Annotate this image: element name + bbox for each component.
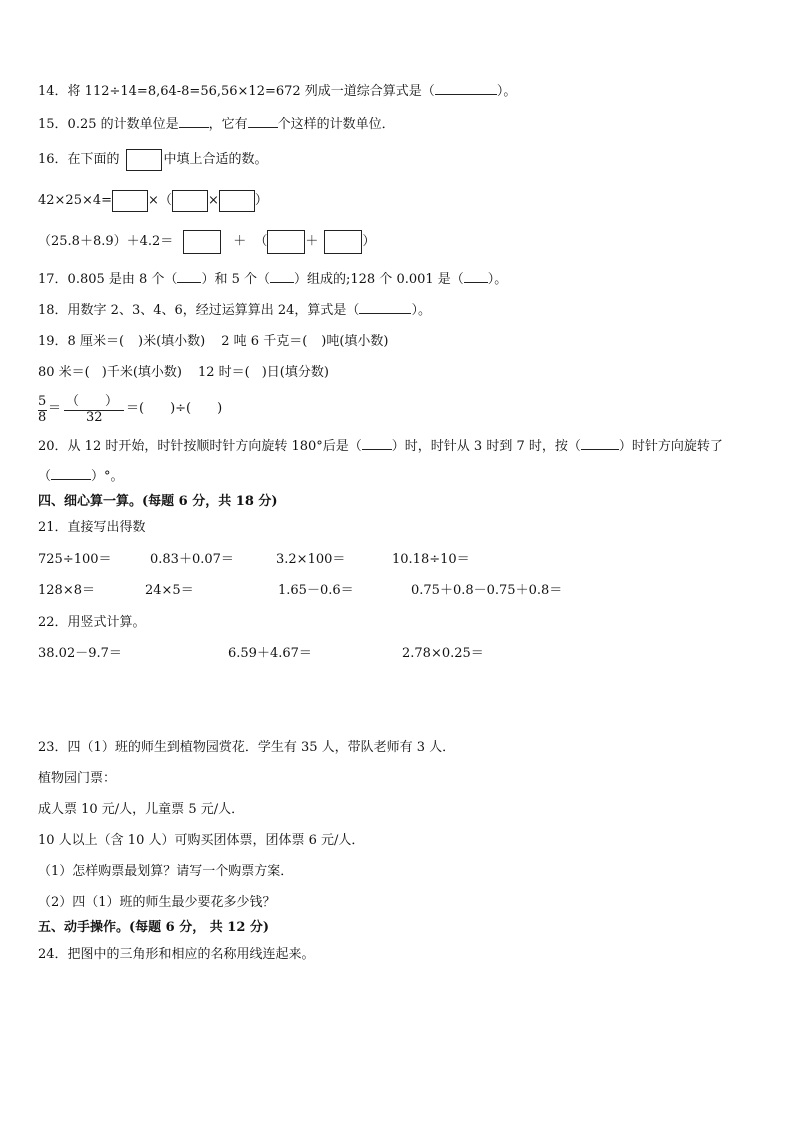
question-20-cont: （ ）°。 bbox=[38, 469, 124, 484]
question-19-row-1: 19．8 厘米＝( )米(填小数) 2 吨 6 千克＝( )吨(填小数) bbox=[38, 334, 389, 349]
answer-box[interactable] bbox=[219, 190, 255, 212]
answer-box[interactable] bbox=[267, 230, 305, 254]
question-16-row-1: 42×25×4= ×（ × ） bbox=[38, 189, 268, 213]
answer-blank[interactable] bbox=[581, 437, 619, 450]
sample-box bbox=[126, 149, 162, 171]
question-23-line: （1）怎样购票最划算？请写一个购票方案． bbox=[38, 864, 294, 879]
answer-blank[interactable] bbox=[248, 115, 278, 128]
calc-item: 24×5＝ bbox=[145, 583, 194, 598]
question-19-fraction-row: 5 8 ＝ （ ） 32 ＝( )÷( ) bbox=[38, 394, 223, 425]
vertical-calc-item: 38.02－9.7＝ bbox=[38, 646, 122, 661]
calc-item: 1.65－0.6＝ bbox=[278, 583, 354, 598]
question-16-row-2: （25.8＋8.9）＋4.2＝ ＋ （ ＋ ） bbox=[38, 229, 375, 255]
question-23-line: 10 人以上（含 10 人）可购买团体票，团体票 6 元/人． bbox=[38, 833, 365, 848]
fraction-denominator: 32 bbox=[86, 410, 103, 425]
answer-box[interactable] bbox=[183, 230, 221, 254]
calc-item: 3.2×100＝ bbox=[276, 552, 346, 567]
question-16: 16．在下面的 中填上合适的数。 bbox=[38, 148, 268, 172]
answer-blank[interactable] bbox=[435, 82, 497, 95]
question-23-line: 成人票 10 元/人，儿童票 5 元/人． bbox=[38, 802, 245, 817]
answer-blank[interactable] bbox=[177, 270, 201, 283]
answer-box[interactable] bbox=[172, 190, 208, 212]
answer-blank[interactable] bbox=[362, 437, 392, 450]
section-5-heading: 五、动手操作。(每题 6 分， 共 12 分) bbox=[38, 920, 270, 935]
vertical-calc-item: 2.78×0.25＝ bbox=[402, 646, 484, 661]
answer-box[interactable] bbox=[112, 190, 148, 212]
fraction-denominator: 8 bbox=[38, 410, 47, 425]
answer-blank[interactable] bbox=[359, 301, 411, 314]
answer-blank[interactable] bbox=[179, 115, 209, 128]
fraction-numerator: 5 bbox=[38, 394, 47, 409]
question-19-row-2: 80 米＝( )千米(填小数) 12 时＝( )日(填分数) bbox=[38, 365, 329, 380]
question-15: 15．0.25 的计数单位是 ，它有 个这样的计数单位． bbox=[38, 117, 395, 132]
answer-blank[interactable] bbox=[464, 270, 488, 283]
section-4-heading: 四、细心算一算。(每题 6 分，共 18 分) bbox=[38, 494, 278, 509]
answer-blank[interactable] bbox=[270, 270, 294, 283]
question-21-title: 21．直接写出得数 bbox=[38, 520, 146, 535]
question-14: 14．将 112÷14=8,64-8=56,56×12=672 列成一道综合算式是（ ）。 bbox=[38, 84, 517, 99]
fraction-numerator[interactable]: （ ） bbox=[66, 394, 119, 409]
calc-item: 0.75＋0.8－0.75＋0.8＝ bbox=[411, 583, 563, 598]
answer-blank[interactable] bbox=[51, 467, 91, 480]
question-23-line: 23．四（1）班的师生到植物园赏花．学生有 35 人，带队老师有 3 人． bbox=[38, 740, 456, 755]
question-23-line: 植物园门票： bbox=[38, 771, 117, 786]
calc-item: 0.83＋0.07＝ bbox=[150, 552, 234, 567]
question-22-title: 22．用竖式计算。 bbox=[38, 615, 146, 630]
answer-box[interactable] bbox=[324, 230, 362, 254]
question-20: 20．从 12 时开始，时针按顺时针方向旋转 180°后是（ ）时，时针从 3 时到 7 时，按（ ）时针方向旋转了 bbox=[38, 439, 723, 454]
question-17: 17．0.805 是由 8 个（ ）和 5 个（ ）组成的;128 个 0.001 是（ ）。 bbox=[38, 272, 508, 287]
vertical-calc-item: 6.59＋4.67＝ bbox=[228, 646, 312, 661]
calc-item: 128×8＝ bbox=[38, 583, 95, 598]
question-23-line: （2）四（1）班的师生最少要花多少钱？ bbox=[38, 895, 276, 910]
calc-item: 10.18÷10＝ bbox=[392, 552, 470, 567]
question-18: 18．用数字 2、3、4、6，经过运算算出 24，算式是（ ）。 bbox=[38, 303, 431, 318]
question-24: 24．把图中的三角形和相应的名称用线连起来。 bbox=[38, 947, 315, 962]
calc-item: 725÷100＝ bbox=[38, 552, 112, 567]
